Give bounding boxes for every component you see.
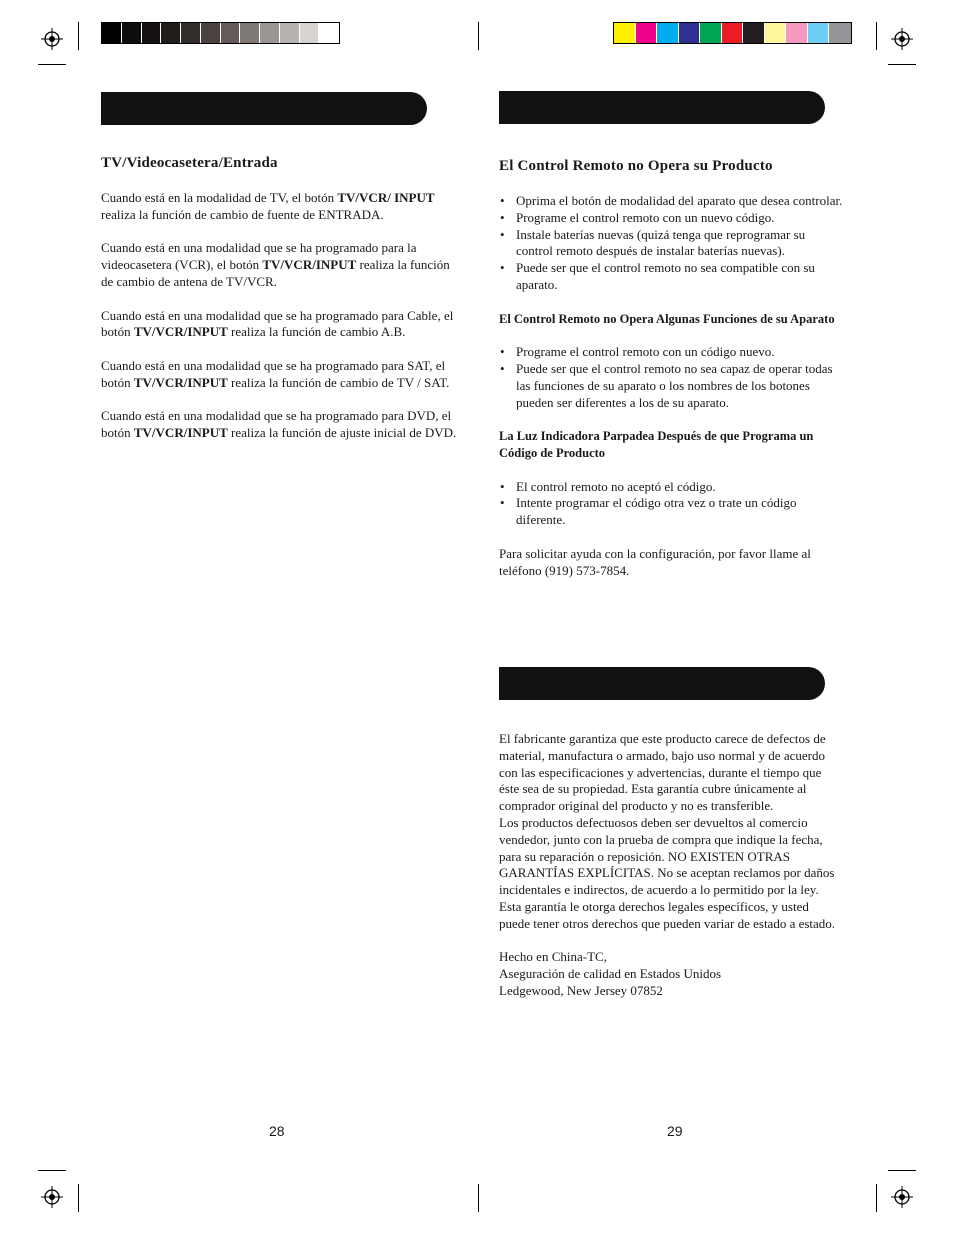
subsection-title: La Luz Indicadora Parpadea Después de que Programa un Código de Producto: [499, 429, 814, 460]
crop-mark: [78, 1184, 79, 1212]
list-item: • Programe el control remoto con un código nuevo.: [499, 344, 844, 361]
crop-mark: [38, 1170, 66, 1171]
list-item: • Oprima el botón de modalidad del aparato que desea controlar.: [499, 193, 844, 210]
color-swatch: [700, 23, 722, 43]
address-line: Hecho en China-TC,: [499, 949, 607, 965]
section-header-bar: [499, 91, 825, 124]
list-item: • Programe el control remoto con un nuevo código.: [499, 210, 844, 227]
color-swatch: [808, 23, 830, 43]
color-swatch: [722, 23, 744, 43]
section-header-bar: [499, 667, 825, 700]
bullet-list: [499, 193, 844, 294]
color-swatch: [679, 23, 701, 43]
color-swatch: [260, 23, 280, 43]
color-swatch: [636, 23, 658, 43]
crop-mark: [38, 64, 66, 65]
registration-target-icon: [891, 28, 913, 50]
address-line: Aseguración de calidad en Estados Unidos: [499, 966, 722, 982]
list-item: • El control remoto no aceptó el código.: [499, 479, 844, 496]
color-swatch: [122, 23, 142, 43]
body-paragraph: Cuando está en una modalidad que se ha programado para Cable, el botón TV/VCR/INPUT realiza la función de cambio A.B.: [101, 307, 454, 340]
registration-target-icon: [891, 1186, 913, 1208]
body-paragraph: Cuando está en la modalidad de TV, el botón TV/VCR/ INPUT realiza la función de cambio de fuente de ENTRADA.: [101, 190, 435, 222]
registration-target-icon: [41, 28, 63, 50]
subsection-title: El Control Remoto no Opera Algunas Funciones de su Aparato: [499, 311, 835, 326]
list-item: • Puede ser que el control remoto no sea capaz de operar todas las funciones de su aparato o los nombres de los botones pueden ser diferentes a los de su aparato.: [499, 361, 844, 411]
color-swatch: [102, 23, 122, 43]
color-swatch: [240, 23, 260, 43]
color-swatch: [221, 23, 241, 43]
grayscale-control-bar: [101, 22, 340, 44]
color-swatch: [300, 23, 320, 43]
crop-mark: [888, 1170, 916, 1171]
color-swatch: [657, 23, 679, 43]
section-title: El Control Remoto no Opera su Producto: [499, 158, 773, 174]
right-column-warranty: [499, 731, 841, 1000]
warranty-paragraph: El fabricante garantiza que este producto carece de defectos de material, manufactura o armado, bajo uso normal y de acuerdo con las especificaciones y advertencias, durante el tiempo que éste sea de su propiedad. Esta garantía cubre únicamente al comprador original del producto y no es transferible.: [499, 731, 826, 814]
section-title: TV/Videocasetera/Entrada: [101, 155, 278, 171]
color-swatch: [743, 23, 765, 43]
body-paragraph: Cuando está en una modalidad que se ha programado para SAT, el botón TV/VCR/INPUT realiza la función de cambio de TV / SAT.: [101, 357, 450, 390]
color-swatch: [142, 23, 162, 43]
color-swatch: [181, 23, 201, 43]
color-swatch: [319, 23, 339, 43]
color-control-bar: [613, 22, 852, 44]
warranty-paragraph: Los productos defectuosos deben ser devueltos al comercio vendedor, junto con la prueba de compra que indique la fecha, para su reparación o reposición. NO EXISTEN OTRAS GARANTÍAS EXPLÍCITAS. No se aceptan reclamos por daños incidentales e indirectos, de acuerdo a lo permitido por la ley. Esta garantía le otorga derechos legales específicos, y usted puede tener otros derechos que pueden variar de estado a estado.: [499, 814, 836, 931]
right-column-troubleshooting: [499, 157, 844, 579]
list-item: • Puede ser que el control remoto no sea compatible con su aparato.: [499, 260, 844, 294]
bullet-list: [499, 344, 844, 411]
crop-mark: [876, 1184, 877, 1212]
left-column: [101, 154, 461, 442]
crop-mark: [888, 64, 916, 65]
color-swatch: [765, 23, 787, 43]
color-swatch: [161, 23, 181, 43]
crop-mark: [78, 22, 79, 50]
address-line: Ledgewood, New Jersey 07852: [499, 982, 663, 998]
crop-mark: [478, 22, 479, 50]
color-swatch: [786, 23, 808, 43]
color-swatch: [280, 23, 300, 43]
color-swatch: [201, 23, 221, 43]
body-paragraph: Cuando está en una modalidad que se ha programado para DVD, el botón TV/VCR/INPUT realiza la función de ajuste inicial de DVD.: [101, 408, 457, 441]
page-number: 29: [667, 1123, 683, 1139]
registration-target-icon: [41, 1186, 63, 1208]
help-text: Para solicitar ayuda con la configuración, por favor llame al teléfono (919) 573-7854.: [499, 545, 811, 578]
crop-mark: [876, 22, 877, 50]
page-number: 28: [269, 1123, 285, 1139]
color-swatch: [614, 23, 636, 43]
crop-mark: [478, 1184, 479, 1212]
list-item: • Instale baterías nuevas (quizá tenga que reprogramar su control remoto después de instalar baterías nuevas).: [499, 227, 844, 261]
color-swatch: [829, 23, 851, 43]
body-paragraph: Cuando está en una modalidad que se ha programado para la videocasetera (VCR), el botón TV/VCR/INPUT realiza la función de cambio de antena de TV/VCR.: [101, 240, 450, 289]
bullet-list: [499, 479, 844, 529]
list-item: • Intente programar el código otra vez o trate un código diferente.: [499, 495, 844, 529]
section-header-bar: [101, 92, 427, 125]
